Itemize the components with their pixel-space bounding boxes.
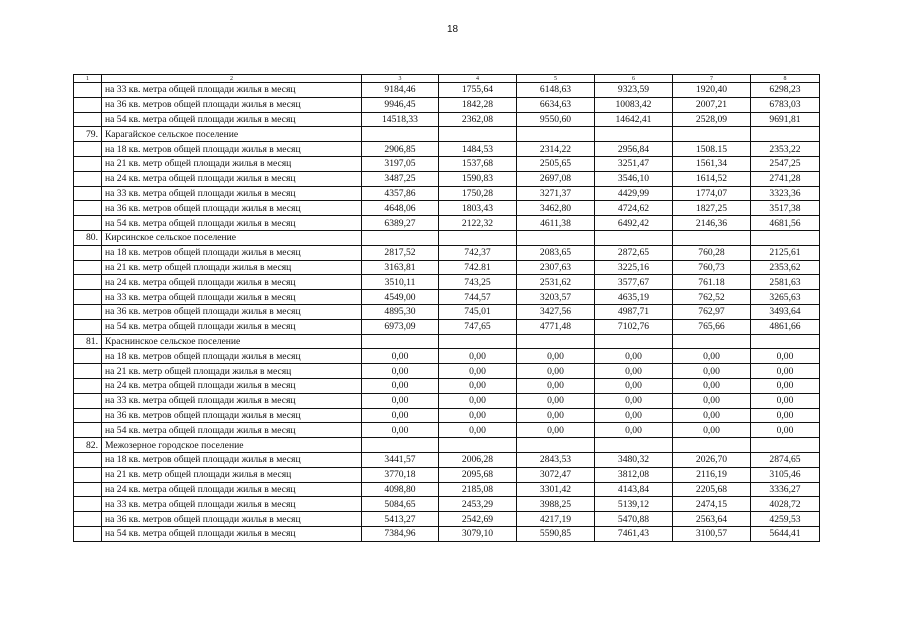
row-label: на 33 кв. метра общей площади жилья в месяц <box>102 393 362 408</box>
table-row <box>74 319 820 334</box>
value-cell: 1750,28 <box>439 186 517 201</box>
value-cell: 3301,42 <box>517 482 595 497</box>
value-cell: 4143,84 <box>595 482 673 497</box>
value-cell: 3271,37 <box>517 186 595 201</box>
value-cell: 0,00 <box>595 378 673 393</box>
value-cell: 5413,27 <box>362 512 439 527</box>
value-cell: 6492,42 <box>595 216 673 231</box>
value-cell: 0,00 <box>673 408 751 423</box>
row-label: на 21 кв. метр общей площади жилья в месяц <box>102 260 362 275</box>
value-cell: 0,00 <box>517 349 595 364</box>
value-cell: 9946,45 <box>362 97 439 112</box>
row-label: на 36 кв. метров общей площади жилья в месяц <box>102 201 362 216</box>
empty-cell <box>517 334 595 349</box>
value-cell: 3812,08 <box>595 467 673 482</box>
empty-cell <box>517 230 595 245</box>
empty-cell <box>439 438 517 453</box>
value-cell: 0,00 <box>595 393 673 408</box>
empty-cell <box>439 230 517 245</box>
value-cell: 0,00 <box>439 378 517 393</box>
row-label: на 33 кв. метра общей площади жилья в месяц <box>102 83 362 98</box>
value-cell: 3462,80 <box>517 201 595 216</box>
value-cell: 2453,29 <box>439 497 517 512</box>
value-cell: 0,00 <box>673 423 751 438</box>
table-row <box>74 216 820 231</box>
value-cell: 2874,65 <box>751 452 820 467</box>
value-cell: 3493,64 <box>751 304 820 319</box>
section-number: 82. <box>74 438 102 453</box>
value-cell: 2542,69 <box>439 512 517 527</box>
row-label: на 18 кв. метров общей площади жилья в месяц <box>102 142 362 157</box>
value-cell: 2007,21 <box>673 97 751 112</box>
value-cell: 0,00 <box>673 378 751 393</box>
row-label: на 21 кв. метр общей площади жилья в месяц <box>102 364 362 379</box>
row-label: на 36 кв. метров общей площади жилья в месяц <box>102 97 362 112</box>
row-label: на 24 кв. метра общей площади жилья в месяц <box>102 378 362 393</box>
table-row <box>74 83 820 98</box>
row-number-cell <box>74 408 102 423</box>
value-cell: 2185,08 <box>439 482 517 497</box>
value-cell: 4724,62 <box>595 201 673 216</box>
empty-cell <box>439 127 517 142</box>
value-cell: 760,28 <box>673 245 751 260</box>
row-number-cell <box>74 260 102 275</box>
row-number-cell <box>74 526 102 541</box>
value-cell: 2697,08 <box>517 171 595 186</box>
value-cell: 0,00 <box>751 378 820 393</box>
value-cell: 1920,40 <box>673 83 751 98</box>
value-cell: 2581,63 <box>751 275 820 290</box>
value-cell: 0,00 <box>517 378 595 393</box>
row-number-cell <box>74 349 102 364</box>
value-cell: 0,00 <box>751 364 820 379</box>
value-cell: 0,00 <box>362 423 439 438</box>
value-cell: 742,37 <box>439 245 517 260</box>
table-row <box>74 201 820 216</box>
value-cell: 761.18 <box>673 275 751 290</box>
value-cell: 3487,25 <box>362 171 439 186</box>
empty-cell <box>517 127 595 142</box>
table-body <box>74 75 820 542</box>
table-row <box>74 378 820 393</box>
value-cell: 2146,36 <box>673 216 751 231</box>
value-cell: 2125,61 <box>751 245 820 260</box>
empty-cell <box>595 438 673 453</box>
value-cell: 2563,64 <box>673 512 751 527</box>
value-cell: 1484,53 <box>439 142 517 157</box>
row-label: на 18 кв. метров общей площади жилья в месяц <box>102 452 362 467</box>
row-number-cell <box>74 290 102 305</box>
row-number-cell <box>74 497 102 512</box>
value-cell: 1561,34 <box>673 156 751 171</box>
value-cell: 1508.15 <box>673 142 751 157</box>
table-row <box>74 260 820 275</box>
row-number-cell <box>74 97 102 112</box>
value-cell: 0,00 <box>362 393 439 408</box>
row-label: на 54 кв. метра общей площади жилья в месяц <box>102 526 362 541</box>
value-cell: 3517,38 <box>751 201 820 216</box>
table-row <box>74 393 820 408</box>
value-cell: 3427,56 <box>517 304 595 319</box>
value-cell: 4098,80 <box>362 482 439 497</box>
value-cell: 6634,63 <box>517 97 595 112</box>
row-number-cell <box>74 156 102 171</box>
empty-cell <box>673 127 751 142</box>
section-row <box>74 334 820 349</box>
empty-cell <box>439 334 517 349</box>
value-cell: 0,00 <box>362 378 439 393</box>
row-label: на 18 кв. метров общей площади жилья в месяц <box>102 245 362 260</box>
table-row <box>74 112 820 127</box>
value-cell: 3105,46 <box>751 467 820 482</box>
value-cell: 9691,81 <box>751 112 820 127</box>
value-cell: 6973,09 <box>362 319 439 334</box>
column-header: 1 <box>74 75 102 83</box>
value-cell: 2817,52 <box>362 245 439 260</box>
row-label: на 36 кв. метров общей площади жилья в месяц <box>102 408 362 423</box>
table-row <box>74 171 820 186</box>
value-cell: 7461,43 <box>595 526 673 541</box>
section-title: Межозерное городское поселение <box>102 438 362 453</box>
value-cell: 3480,32 <box>595 452 673 467</box>
value-cell: 2314,22 <box>517 142 595 157</box>
empty-cell <box>751 230 820 245</box>
value-cell: 0,00 <box>751 349 820 364</box>
value-cell: 7384,96 <box>362 526 439 541</box>
value-cell: 4217,19 <box>517 512 595 527</box>
value-cell: 6783,03 <box>751 97 820 112</box>
housing-cost-table <box>73 74 820 542</box>
value-cell: 0,00 <box>673 364 751 379</box>
row-number-cell <box>74 423 102 438</box>
value-cell: 7102,76 <box>595 319 673 334</box>
value-cell: 0,00 <box>362 349 439 364</box>
row-number-cell <box>74 186 102 201</box>
value-cell: 2474,15 <box>673 497 751 512</box>
row-number-cell <box>74 201 102 216</box>
value-cell: 2307,63 <box>517 260 595 275</box>
row-label: на 21 кв. метр общей площади жилья в месяц <box>102 467 362 482</box>
value-cell: 2205,68 <box>673 482 751 497</box>
value-cell: 2843,53 <box>517 452 595 467</box>
table-row <box>74 97 820 112</box>
value-cell: 2006,28 <box>439 452 517 467</box>
row-label: на 21 кв. метр общей площади жилья в месяц <box>102 156 362 171</box>
value-cell: 2095,68 <box>439 467 517 482</box>
table-row <box>74 349 820 364</box>
page-number: 18 <box>446 24 459 35</box>
table-row <box>74 467 820 482</box>
row-number-cell <box>74 512 102 527</box>
value-cell: 1590,83 <box>439 171 517 186</box>
value-cell: 2547,25 <box>751 156 820 171</box>
table-row <box>74 482 820 497</box>
row-label: на 54 кв. метра общей площади жилья в месяц <box>102 423 362 438</box>
empty-cell <box>595 230 673 245</box>
row-number-cell <box>74 467 102 482</box>
value-cell: 765,66 <box>673 319 751 334</box>
table-row <box>74 364 820 379</box>
row-number-cell <box>74 171 102 186</box>
value-cell: 0,00 <box>517 364 595 379</box>
row-label: на 24 кв. метра общей площади жилья в месяц <box>102 275 362 290</box>
value-cell: 2083,65 <box>517 245 595 260</box>
row-number-cell <box>74 216 102 231</box>
value-cell: 0,00 <box>673 349 751 364</box>
empty-cell <box>517 438 595 453</box>
value-cell: 0,00 <box>673 393 751 408</box>
row-number-cell <box>74 83 102 98</box>
section-row <box>74 438 820 453</box>
row-number-cell <box>74 319 102 334</box>
table-row <box>74 186 820 201</box>
value-cell: 0,00 <box>439 364 517 379</box>
value-cell: 747,65 <box>439 319 517 334</box>
value-cell: 3251,47 <box>595 156 673 171</box>
value-cell: 3988,25 <box>517 497 595 512</box>
section-title: Кирсинское сельское поселение <box>102 230 362 245</box>
value-cell: 0,00 <box>517 408 595 423</box>
row-label: на 54 кв. метра общей площади жилья в месяц <box>102 216 362 231</box>
value-cell: 2122,32 <box>439 216 517 231</box>
empty-cell <box>673 230 751 245</box>
value-cell: 0,00 <box>751 408 820 423</box>
value-cell: 5590,85 <box>517 526 595 541</box>
table-row <box>74 526 820 541</box>
value-cell: 0,00 <box>517 423 595 438</box>
value-cell: 2741,28 <box>751 171 820 186</box>
section-number: 79. <box>74 127 102 142</box>
row-label: на 33 кв. метра общей площади жилья в месяц <box>102 290 362 305</box>
empty-cell <box>673 334 751 349</box>
value-cell: 2362,08 <box>439 112 517 127</box>
value-cell: 744,57 <box>439 290 517 305</box>
section-row <box>74 127 820 142</box>
value-cell: 1774,07 <box>673 186 751 201</box>
table-row <box>74 156 820 171</box>
value-cell: 6148,63 <box>517 83 595 98</box>
value-cell: 0,00 <box>362 408 439 423</box>
value-cell: 2528,09 <box>673 112 751 127</box>
value-cell: 0,00 <box>595 349 673 364</box>
value-cell: 0,00 <box>595 408 673 423</box>
empty-cell <box>362 127 439 142</box>
value-cell: 5644,41 <box>751 526 820 541</box>
value-cell: 0,00 <box>751 423 820 438</box>
row-label: на 24 кв. метра общей площади жилья в месяц <box>102 171 362 186</box>
value-cell: 5084,65 <box>362 497 439 512</box>
column-header: 5 <box>517 75 595 83</box>
row-number-cell <box>74 112 102 127</box>
value-cell: 1755,64 <box>439 83 517 98</box>
value-cell: 3163,81 <box>362 260 439 275</box>
column-header: 2 <box>102 75 362 83</box>
value-cell: 3441,57 <box>362 452 439 467</box>
value-cell: 3510,11 <box>362 275 439 290</box>
row-number-cell <box>74 304 102 319</box>
value-cell: 760,73 <box>673 260 751 275</box>
value-cell: 0,00 <box>595 364 673 379</box>
value-cell: 1537,68 <box>439 156 517 171</box>
value-cell: 1803,43 <box>439 201 517 216</box>
table-row <box>74 497 820 512</box>
row-number-cell <box>74 452 102 467</box>
value-cell: 4648,06 <box>362 201 439 216</box>
value-cell: 3577,67 <box>595 275 673 290</box>
value-cell: 3336,27 <box>751 482 820 497</box>
value-cell: 9550,60 <box>517 112 595 127</box>
value-cell: 742.81 <box>439 260 517 275</box>
empty-cell <box>673 438 751 453</box>
row-number-cell <box>74 364 102 379</box>
value-cell: 2353,22 <box>751 142 820 157</box>
value-cell: 1827,25 <box>673 201 751 216</box>
value-cell: 0,00 <box>751 393 820 408</box>
empty-cell <box>595 334 673 349</box>
column-number-row <box>74 75 820 83</box>
table-row <box>74 512 820 527</box>
value-cell: 762,97 <box>673 304 751 319</box>
value-cell: 14642,41 <box>595 112 673 127</box>
value-cell: 14518,33 <box>362 112 439 127</box>
value-cell: 3323,36 <box>751 186 820 201</box>
column-header: 7 <box>673 75 751 83</box>
value-cell: 2026,70 <box>673 452 751 467</box>
section-title: Краснинское сельское поселение <box>102 334 362 349</box>
value-cell: 4028,72 <box>751 497 820 512</box>
row-number-cell <box>74 393 102 408</box>
value-cell: 3770,18 <box>362 467 439 482</box>
value-cell: 3546,10 <box>595 171 673 186</box>
table-row <box>74 452 820 467</box>
empty-cell <box>362 230 439 245</box>
value-cell: 762,52 <box>673 290 751 305</box>
value-cell: 2956,84 <box>595 142 673 157</box>
value-cell: 745,01 <box>439 304 517 319</box>
row-label: на 18 кв. метров общей площади жилья в месяц <box>102 349 362 364</box>
table-row <box>74 142 820 157</box>
value-cell: 4635,19 <box>595 290 673 305</box>
value-cell: 4771,48 <box>517 319 595 334</box>
value-cell: 0,00 <box>595 423 673 438</box>
value-cell: 4357,86 <box>362 186 439 201</box>
value-cell: 4681,56 <box>751 216 820 231</box>
row-number-cell <box>74 142 102 157</box>
value-cell: 2906,85 <box>362 142 439 157</box>
value-cell: 3225,16 <box>595 260 673 275</box>
row-label: на 36 кв. метров общей площади жилья в месяц <box>102 304 362 319</box>
section-number: 81. <box>74 334 102 349</box>
value-cell: 2872,65 <box>595 245 673 260</box>
table-row <box>74 290 820 305</box>
value-cell: 4259,53 <box>751 512 820 527</box>
column-header: 4 <box>439 75 517 83</box>
table-row <box>74 304 820 319</box>
row-number-cell <box>74 275 102 290</box>
value-cell: 3079,10 <box>439 526 517 541</box>
section-number: 80. <box>74 230 102 245</box>
value-cell: 3072,47 <box>517 467 595 482</box>
value-cell: 9323,59 <box>595 83 673 98</box>
value-cell: 743,25 <box>439 275 517 290</box>
row-label: на 33 кв. метра общей площади жилья в месяц <box>102 186 362 201</box>
value-cell: 10083,42 <box>595 97 673 112</box>
table-row <box>74 275 820 290</box>
section-row <box>74 230 820 245</box>
value-cell: 3197,05 <box>362 156 439 171</box>
value-cell: 4861,66 <box>751 319 820 334</box>
row-label: на 54 кв. метра общей площади жилья в месяц <box>102 319 362 334</box>
value-cell: 2505,65 <box>517 156 595 171</box>
column-header: 8 <box>751 75 820 83</box>
row-label: на 24 кв. метра общей площади жилья в месяц <box>102 482 362 497</box>
row-number-cell <box>74 245 102 260</box>
value-cell: 4895,30 <box>362 304 439 319</box>
empty-cell <box>595 127 673 142</box>
column-header: 3 <box>362 75 439 83</box>
table-row <box>74 408 820 423</box>
row-number-cell <box>74 378 102 393</box>
value-cell: 6389,27 <box>362 216 439 231</box>
empty-cell <box>362 334 439 349</box>
row-label: на 54 кв. метра общей площади жилья в месяц <box>102 112 362 127</box>
row-label: на 33 кв. метра общей площади жилья в месяц <box>102 497 362 512</box>
table-row <box>74 245 820 260</box>
value-cell: 2531,62 <box>517 275 595 290</box>
value-cell: 1614,52 <box>673 171 751 186</box>
value-cell: 0,00 <box>439 393 517 408</box>
value-cell: 5470,88 <box>595 512 673 527</box>
row-label: на 36 кв. метров общей площади жилья в месяц <box>102 512 362 527</box>
value-cell: 4611,38 <box>517 216 595 231</box>
value-cell: 0,00 <box>517 393 595 408</box>
value-cell: 4987,71 <box>595 304 673 319</box>
value-cell: 1842,28 <box>439 97 517 112</box>
value-cell: 0,00 <box>439 408 517 423</box>
value-cell: 4429,99 <box>595 186 673 201</box>
empty-cell <box>362 438 439 453</box>
value-cell: 3100,57 <box>673 526 751 541</box>
table-row <box>74 423 820 438</box>
value-cell: 0,00 <box>439 423 517 438</box>
value-cell: 4549,00 <box>362 290 439 305</box>
value-cell: 3265,63 <box>751 290 820 305</box>
empty-cell <box>751 334 820 349</box>
row-number-cell <box>74 482 102 497</box>
value-cell: 9184,46 <box>362 83 439 98</box>
value-cell: 2116,19 <box>673 467 751 482</box>
value-cell: 2353,62 <box>751 260 820 275</box>
empty-cell <box>751 438 820 453</box>
value-cell: 0,00 <box>439 349 517 364</box>
value-cell: 0,00 <box>362 364 439 379</box>
column-header: 6 <box>595 75 673 83</box>
section-title: Карагайское сельское поселение <box>102 127 362 142</box>
value-cell: 3203,57 <box>517 290 595 305</box>
value-cell: 5139,12 <box>595 497 673 512</box>
empty-cell <box>751 127 820 142</box>
value-cell: 6298,23 <box>751 83 820 98</box>
